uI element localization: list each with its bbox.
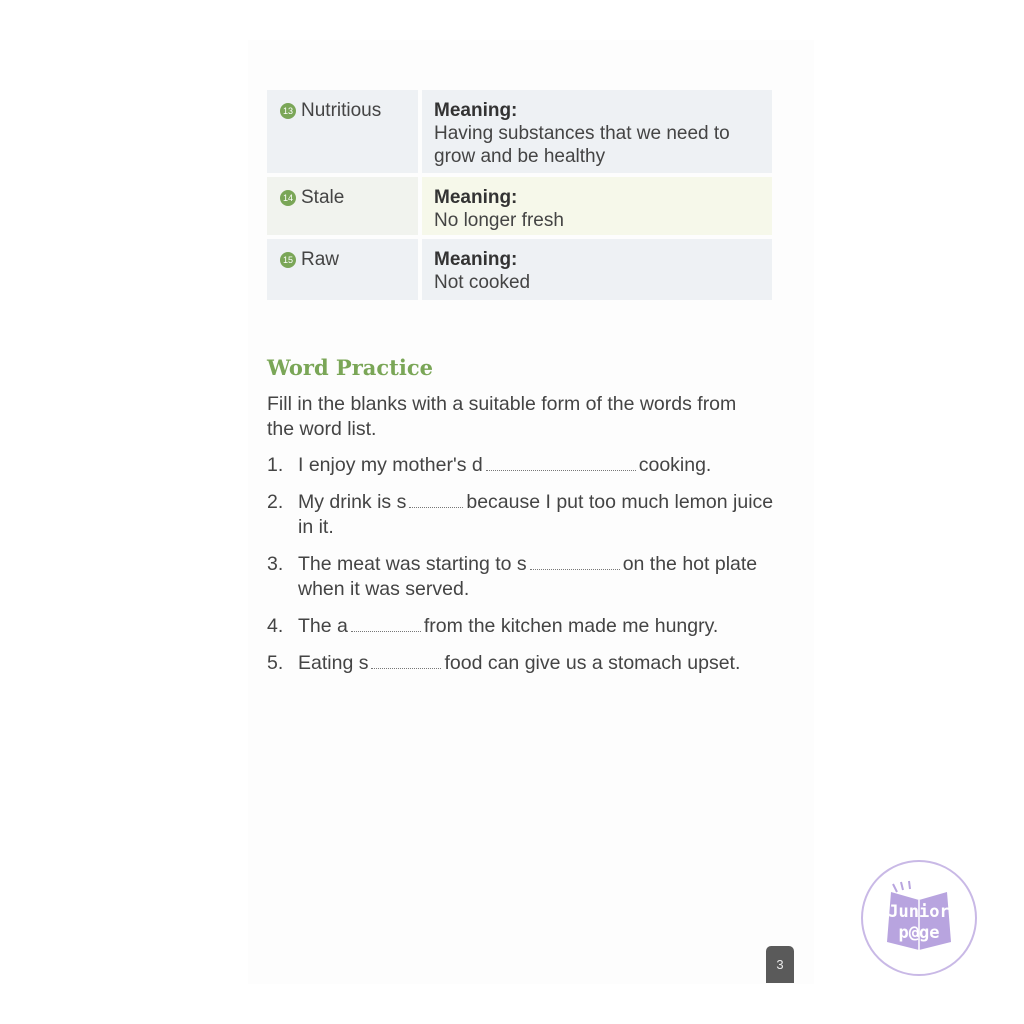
item-text-after: from the kitchen made me hungry. (423, 615, 719, 637)
item-text-after: on the hot plate when it was served. (298, 553, 758, 600)
meaning-text: Having substances that we need to grow and be healthy (434, 123, 730, 167)
vocab-meaning-cell (422, 239, 772, 300)
vocabulary-table (267, 90, 772, 304)
answer-blank[interactable] (486, 456, 636, 471)
vocab-meaning-cell (422, 90, 772, 173)
answer-blank[interactable] (371, 654, 441, 669)
vocab-word-cell (267, 90, 418, 173)
answer-blank[interactable] (351, 617, 421, 632)
exercise-item (267, 651, 792, 676)
meaning-text: No longer fresh (434, 210, 564, 231)
item-text-before: Eating s (298, 652, 369, 674)
answer-blank[interactable] (409, 493, 463, 508)
vocab-row (267, 177, 772, 235)
junior-page-logo (861, 860, 977, 976)
item-text-after: because I put too much lemon juice in it. (298, 491, 774, 538)
answer-blank[interactable] (530, 555, 620, 570)
instructions: Fill in the blanks with a suitable form of the words from the word list. (267, 393, 737, 440)
exercise-list (267, 453, 792, 688)
item-text (298, 453, 792, 478)
vocab-word: Nutritious (301, 100, 382, 121)
exercise-item (267, 490, 792, 540)
exercise-item (267, 552, 792, 602)
exercise-item (267, 614, 792, 639)
item-number: 2. (267, 491, 284, 513)
item-text (298, 651, 792, 676)
item-text (298, 614, 792, 639)
exercise-item (267, 453, 792, 478)
vocab-word: Stale (301, 187, 345, 208)
vocab-row (267, 239, 772, 300)
vocab-meaning-cell (422, 177, 772, 235)
logo-text-line1: Junior (888, 902, 950, 922)
meaning-label: Meaning: (434, 187, 518, 208)
item-number: 3. (267, 553, 284, 575)
meaning-text: Not cooked (434, 272, 531, 293)
item-text-after: cooking. (638, 454, 712, 476)
item-number: 5. (267, 652, 284, 674)
item-text-after: food can give us a stomach upset. (444, 652, 741, 674)
item-text-before: The a (298, 615, 348, 637)
page-number: 3 (766, 946, 794, 983)
number-badge-icon: 15 (280, 252, 296, 268)
meaning-label: Meaning: (434, 100, 518, 121)
logo-text-line2: p@ge (898, 923, 940, 943)
vocab-word-cell (267, 239, 418, 300)
item-text (298, 552, 792, 602)
item-text-before: The meat was starting to s (298, 553, 527, 575)
vocab-word: Raw (301, 249, 340, 270)
item-text (298, 490, 792, 540)
item-number: 4. (267, 615, 284, 637)
item-number: 1. (267, 454, 284, 476)
item-text-before: My drink is s (298, 491, 407, 513)
item-text-before: I enjoy my mother's d (298, 454, 483, 476)
vocab-row (267, 90, 772, 173)
section-title: Word Practice (267, 355, 434, 380)
number-badge-icon: 13 (280, 103, 296, 119)
vocab-word-cell (267, 177, 418, 235)
meaning-label: Meaning: (434, 249, 518, 270)
number-badge-icon: 14 (280, 190, 296, 206)
